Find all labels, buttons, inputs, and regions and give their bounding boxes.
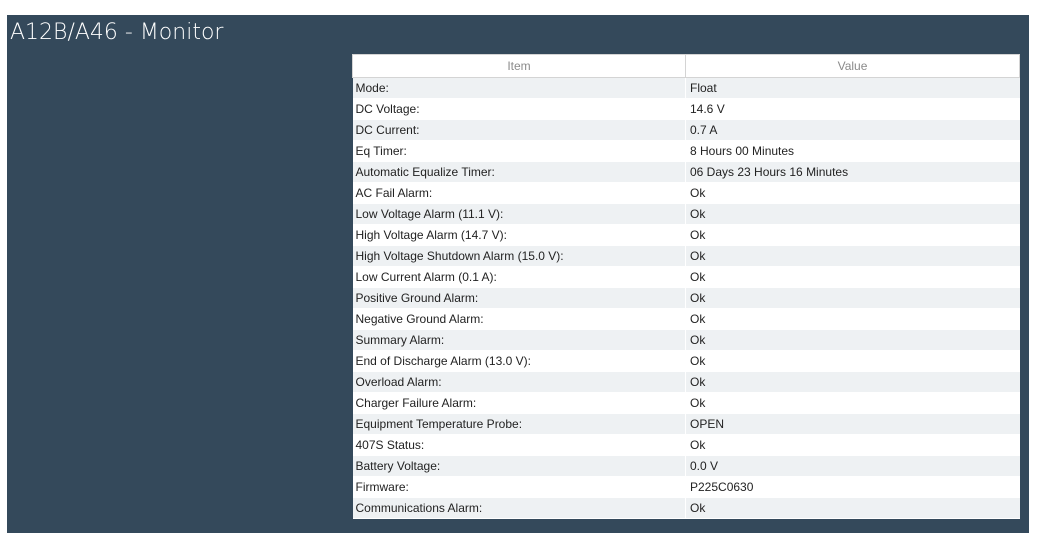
table-row: [353, 435, 1020, 456]
row-item-label: Equipment Temperature Probe:: [353, 414, 686, 435]
row-value: Ok: [686, 204, 1020, 225]
row-item-label: Low Voltage Alarm (11.1 V):: [353, 204, 686, 225]
row-item-label: Summary Alarm:: [353, 330, 686, 351]
table-row: [353, 330, 1020, 351]
table-row: [353, 393, 1020, 414]
row-item-label: DC Voltage:: [353, 99, 686, 120]
row-value: Ok: [686, 183, 1020, 204]
row-item-label: Eq Timer:: [353, 141, 686, 162]
row-value: 8 Hours 00 Minutes: [686, 141, 1020, 162]
table-row: [353, 141, 1020, 162]
row-value: Ok: [686, 351, 1020, 372]
monitor-panel: [7, 15, 1029, 533]
table-header-row: [353, 55, 1020, 78]
row-item-label: Communications Alarm:: [353, 498, 686, 519]
row-item-label: AC Fail Alarm:: [353, 183, 686, 204]
row-value: Ok: [686, 498, 1020, 519]
row-value: Ok: [686, 267, 1020, 288]
table-row: [353, 204, 1020, 225]
row-value: 0.7 A: [686, 120, 1020, 141]
table-row: [353, 225, 1020, 246]
row-value: Ok: [686, 435, 1020, 456]
row-item-label: Battery Voltage:: [353, 456, 686, 477]
table-body: [353, 78, 1020, 519]
row-item-label: End of Discharge Alarm (13.0 V):: [353, 351, 686, 372]
table-row: [353, 267, 1020, 288]
row-item-label: High Voltage Shutdown Alarm (15.0 V):: [353, 246, 686, 267]
column-header-value[interactable]: Value: [686, 55, 1020, 78]
column-header-item[interactable]: Item: [353, 55, 686, 78]
table-row: [353, 99, 1020, 120]
row-item-label: Positive Ground Alarm:: [353, 288, 686, 309]
row-value: Ok: [686, 393, 1020, 414]
table-row: [353, 78, 1020, 99]
row-value: Ok: [686, 372, 1020, 393]
page-title: A12B/A46 - Monitor: [10, 20, 224, 45]
row-item-label: Low Current Alarm (0.1 A):: [353, 267, 686, 288]
table-row: [353, 351, 1020, 372]
row-item-label: High Voltage Alarm (14.7 V):: [353, 225, 686, 246]
row-item-label: Charger Failure Alarm:: [353, 393, 686, 414]
table-row: [353, 498, 1020, 519]
row-value: Ok: [686, 309, 1020, 330]
row-value: 0.0 V: [686, 456, 1020, 477]
table-row: [353, 246, 1020, 267]
row-value: 14.6 V: [686, 99, 1020, 120]
row-value: Ok: [686, 246, 1020, 267]
row-value: Float: [686, 78, 1020, 99]
row-item-label: Overload Alarm:: [353, 372, 686, 393]
row-item-label: Automatic Equalize Timer:: [353, 162, 686, 183]
row-value: 06 Days 23 Hours 16 Minutes: [686, 162, 1020, 183]
table-row: [353, 414, 1020, 435]
table-row: [353, 456, 1020, 477]
row-item-label: Negative Ground Alarm:: [353, 309, 686, 330]
table-row: [353, 120, 1020, 141]
table-row: [353, 162, 1020, 183]
table-row: [353, 372, 1020, 393]
table-row: [353, 183, 1020, 204]
table-row: [353, 288, 1020, 309]
row-item-label: 407S Status:: [353, 435, 686, 456]
row-value: Ok: [686, 330, 1020, 351]
monitor-table-container: [352, 54, 1019, 519]
row-value: Ok: [686, 225, 1020, 246]
row-item-label: DC Current:: [353, 120, 686, 141]
monitor-table: [352, 54, 1020, 519]
table-row: [353, 477, 1020, 498]
row-item-label: Mode:: [353, 78, 686, 99]
row-value: OPEN: [686, 414, 1020, 435]
table-row: [353, 309, 1020, 330]
row-value: Ok: [686, 288, 1020, 309]
row-value: P225C0630: [686, 477, 1020, 498]
row-item-label: Firmware:: [353, 477, 686, 498]
